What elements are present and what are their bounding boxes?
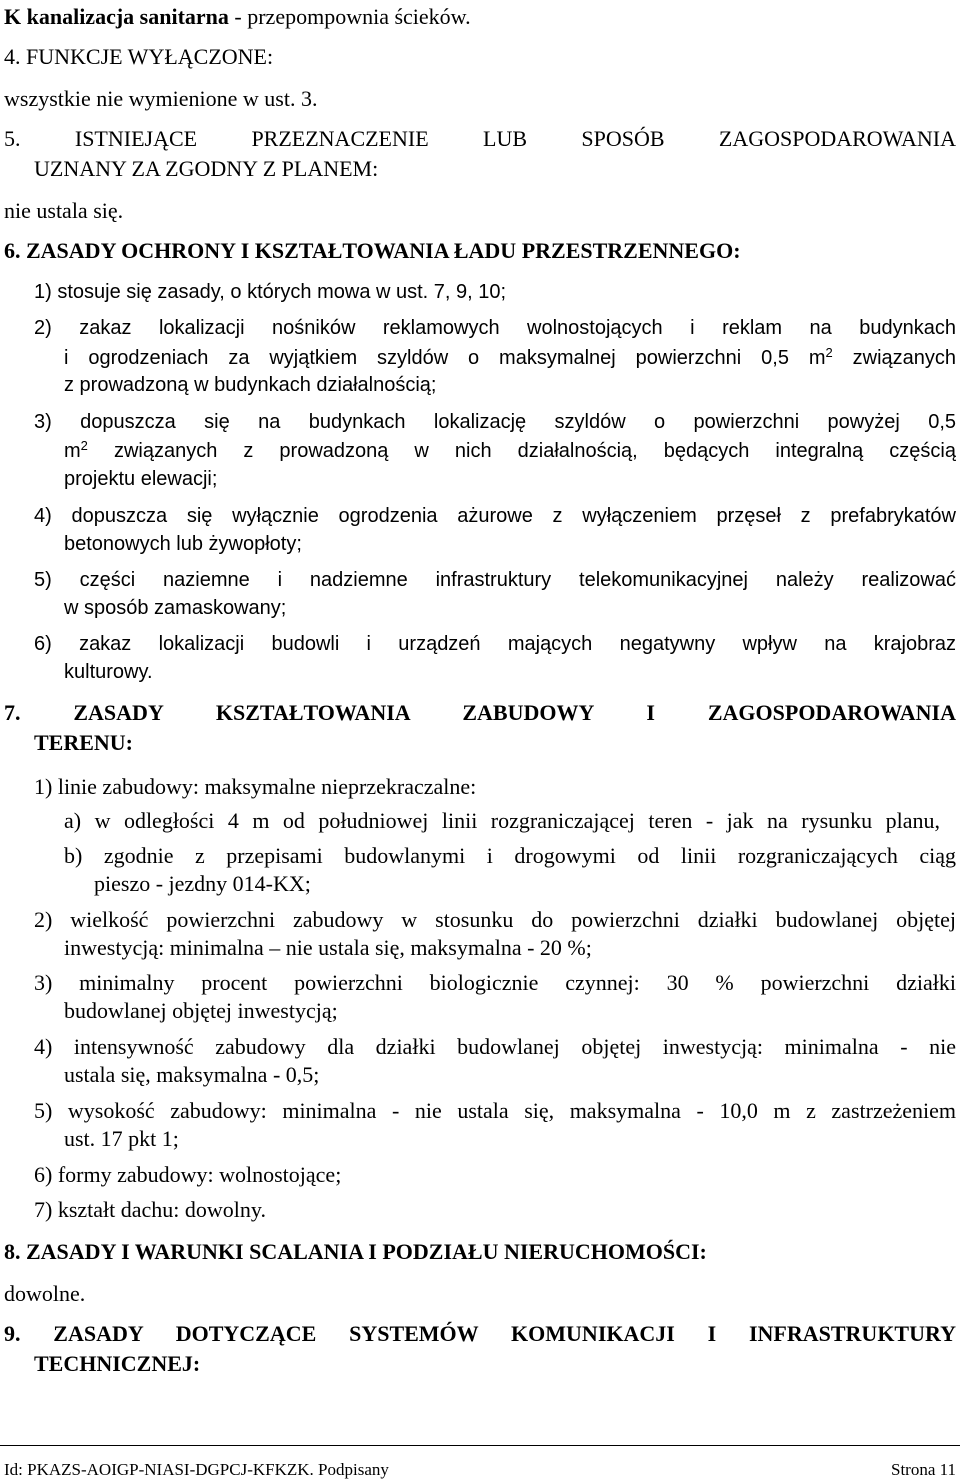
footer-document-id: Id: PKAZS-AOIGP-NIASI-DGPCJ-KFKZK. Podpisany xyxy=(4,1460,389,1479)
list-item: 6) formy zabudowy: wolnostojące; xyxy=(34,1162,342,1187)
list-item: 1) stosuje się zasady, o których mowa w ust. 7, 9, 10; xyxy=(34,281,507,303)
list-item-cont: projektu elewacji; xyxy=(64,468,218,490)
list-item-cont: budowlanej objętej inwestycją; xyxy=(64,998,338,1023)
text-line: nie ustala się. xyxy=(4,198,124,223)
list-item-cont: ust. 17 pkt 1; xyxy=(64,1126,179,1151)
text-bold: K kanalizacja sanitarna xyxy=(4,4,229,29)
section-heading-9-cont: TECHNICZNEJ: xyxy=(34,1351,201,1376)
section-heading-5: 5. ISTNIEJĄCE PRZEZNACZENIE LUB SPOSÓB ZAGOSPODAROWANIA xyxy=(4,126,956,151)
sub-list-item: a) w odległości 4 m od południowej linii rozgraniczającej teren - jak na rysunku planu, xyxy=(64,808,940,833)
text-line: dowolne. xyxy=(4,1281,86,1306)
text-line xyxy=(4,4,471,30)
section-heading-6: 6. ZASADY OCHRONY I KSZTAŁTOWANIA ŁADU PRZESTRZENNEGO: xyxy=(4,238,741,263)
list-item-cont: ustala się, maksymalna - 0,5; xyxy=(64,1062,320,1087)
list-item: 4) intensywność zabudowy dla działki budowlanej objętej inwestycją: minimalna - nie xyxy=(34,1034,956,1059)
section-heading-7: 7. ZASADY KSZTAŁTOWANIA ZABUDOWY I ZAGOSPODAROWANIA xyxy=(4,700,956,725)
list-item: 4) dopuszcza się wyłącznie ogrodzenia ażurowe z wyłączeniem przęseł z prefabrykatów xyxy=(34,505,956,527)
sub-list-item: b) zgodnie z przepisami budowlanymi i drogowymi od linii rozgraniczających ciąg xyxy=(64,843,956,868)
list-item: 5) części naziemne i nadziemne infrastruktury telekomunikacyjnej należy realizować xyxy=(34,569,956,591)
list-item-cont: z prowadzoną w budynkach działalnością; xyxy=(64,374,437,396)
list-item-cont xyxy=(64,438,956,464)
list-item: 3) minimalny procent powierzchni biologicznie czynnej: 30 % powierzchni działki xyxy=(34,970,956,995)
section-heading-8: 8. ZASADY I WARUNKI SCALANIA I PODZIAŁU NIERUCHOMOŚCI: xyxy=(4,1239,707,1264)
list-item-cont xyxy=(64,345,956,371)
list-item: 6) zakaz lokalizacji budowli i urządzeń mających negatywny wpływ na krajobraz xyxy=(34,633,956,655)
list-item: 3) dopuszcza się na budynkach lokalizację szyldów o powierzchni powyżej 0,5 xyxy=(34,411,956,433)
text-normal: - przepompownia ścieków. xyxy=(228,4,471,29)
list-item: 1) linie zabudowy: maksymalne nieprzekraczalne: xyxy=(34,774,477,799)
text-span: związanych z prowadzoną w nich działalnością, będących integralną częścią xyxy=(87,440,956,462)
footer-page-number: Strona 11 xyxy=(890,1460,956,1479)
list-item-cont: w sposób zamaskowany; xyxy=(64,597,287,619)
list-item-cont: betonowych lub żywopłoty; xyxy=(64,533,302,555)
text-span: związanych xyxy=(832,347,957,369)
list-item: 7) kształt dachu: dowolny. xyxy=(34,1197,266,1222)
superscript: 2 xyxy=(825,345,833,360)
sub-list-item-cont: pieszo - jezdny 014-KX; xyxy=(94,871,311,896)
section-heading-7-cont: TERENU: xyxy=(34,730,134,755)
list-item-cont: inwestycją: minimalna – nie ustala się, maksymalna - 20 %; xyxy=(64,935,592,960)
text-span: i ogrodzeniach za wyjątkiem szyldów o maksymalnej powierzchni 0,5 m xyxy=(64,347,826,369)
section-heading-5-cont: UZNANY ZA ZGODNY Z PLANEM: xyxy=(34,156,379,181)
list-item-cont: kulturowy. xyxy=(64,661,153,683)
list-item: 2) wielkość powierzchni zabudowy w stosunku do powierzchni działki budowlanej objętej xyxy=(34,907,956,932)
section-heading-9: 9. ZASADY DOTYCZĄCE SYSTEMÓW KOMUNIKACJI I INFRASTRUKTURY xyxy=(4,1321,956,1346)
superscript: 2 xyxy=(80,438,88,453)
text-span: m xyxy=(64,440,81,462)
text-line: wszystkie nie wymienione w ust. 3. xyxy=(4,86,318,111)
list-item: 5) wysokość zabudowy: minimalna - nie ustala się, maksymalna - 10,0 m z zastrzeżeniem xyxy=(34,1098,956,1123)
list-item: 2) zakaz lokalizacji nośników reklamowych wolnostojących i reklam na budynkach xyxy=(34,317,956,339)
section-heading-4: 4. FUNKCJE WYŁĄCZONE: xyxy=(4,44,274,69)
footer-divider xyxy=(0,1445,960,1446)
